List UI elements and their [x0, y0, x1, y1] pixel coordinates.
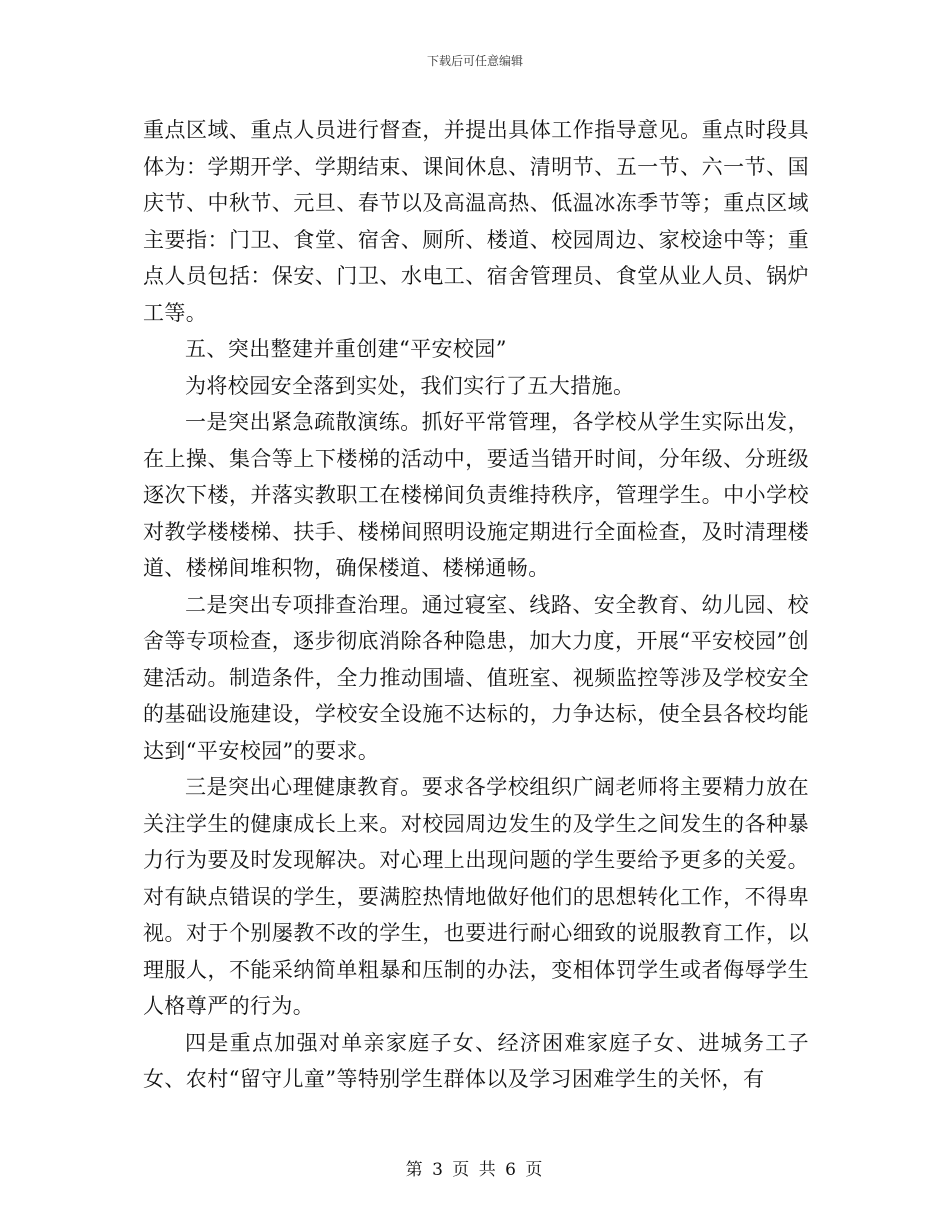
- page-header-note: 下载后可任意编辑: [426, 54, 523, 68]
- paragraph-measure-one: 一是突出紧急疏散演练。抓好平常管理，各学校从学生实际出发，在上操、集合等上下楼梯的活动中，要适当错开时间，分年级、分班级逐次下楼，并落实教职工在楼梯间负责维持秩序，管理学生。中小学校对教学楼楼梯、扶手、楼梯间照明设施定期进行全面检查，及时清理楼道、楼梯间堆积物，确保楼道、楼梯通畅。: [143, 410, 809, 580]
- paragraph-measure-four: 四是重点加强对单亲家庭子女、经济困难家庭子女、进城务工子女、农村“留守儿童”等特别学生群体以及学习困难学生的关怀，有: [143, 1030, 809, 1091]
- paragraph-continuation: 重点区域、重点人员进行督查，并提出具体工作指导意见。重点时段具体为：学期开学、学期结束、课间休息、清明节、五一节、六一节、国庆节、中秋节、元旦、春节以及高温高热、低温冰冻季节等；重点区域主要指：门卫、食堂、宿舍、厕所、楼道、校园周边、家校途中等；重点人员包括：保安、门卫、水电工、宿舍管理员、食堂从业人员、锅炉工等。: [143, 118, 809, 325]
- paragraph-measure-two: 二是突出专项排查治理。通过寝室、线路、安全教育、幼儿园、校舍等专项检查，逐步彻底消除各种隐患，加大力度，开展“平安校园”创建活动。制造条件，全力推动围墙、值班室、视频监控等涉及学校安全的基础设施建设，学校安全设施不达标的，力争达标，使全县各校均能达到“平安校园”的要求。: [143, 592, 809, 763]
- paragraph-measure-three: 三是突出心理健康教育。要求各学校组织广阔老师将主要精力放在关注学生的健康成长上来。对校园周边发生的及学生之间发生的各种暴力行为要及时发现解决。对心理上出现问题的学生要给予更多的关爱。对有缺点错误的学生，要满腔热情地做好他们的思想转化工作，不得卑视。对于个别屡教不改的学生，也要进行耐心细致的说服教育工作，以理服人，不能采纳简单粗暴和压制的办法，变相体罚学生或者侮辱学生人格尊严的行为。: [143, 775, 809, 1018]
- paragraph-intro-measures: 为将校园安全落到实处，我们实行了五大措施。: [185, 373, 635, 398]
- document-body: [143, 112, 809, 1098]
- section-heading-five: 五、突出整建并重创建“平安校园”: [185, 337, 507, 361]
- page-number-footer: 第 3 页 共 6 页: [405, 1160, 545, 1180]
